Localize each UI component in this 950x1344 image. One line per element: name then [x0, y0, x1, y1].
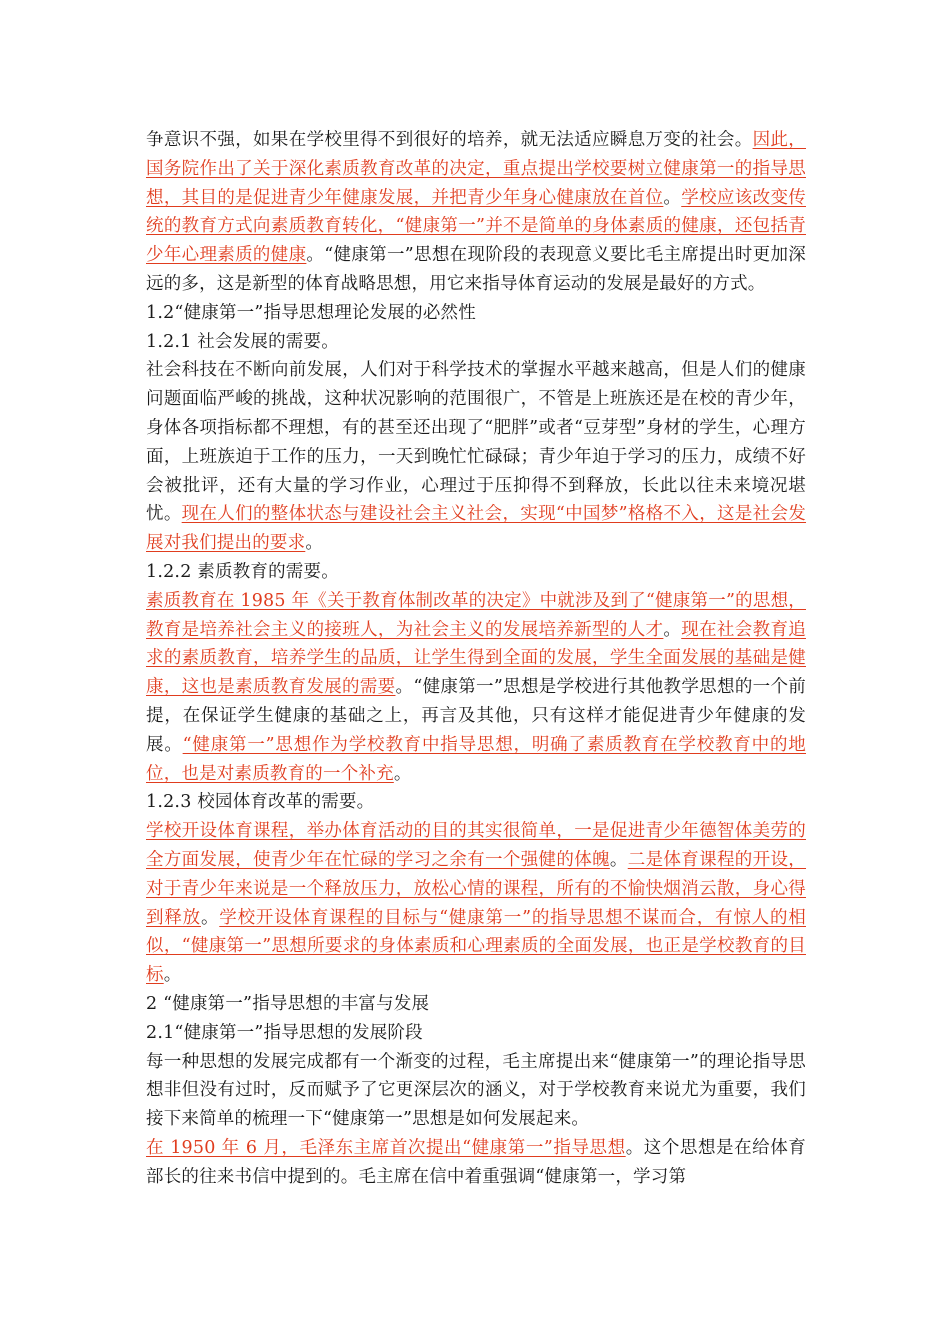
text-segment: 。 — [609, 849, 628, 870]
text-segment: 。 — [663, 619, 682, 640]
highlighted-text: 因此，国务院作出了关于深化素质教育改革的决定，重点提出学校要树立健康第一的指导思想，其目的是促进青少年健康发展，并把青少年身心健康放在首位 — [146, 130, 806, 208]
text-segment: 1.2.1 社会发展的需要。 — [146, 331, 339, 352]
highlighted-text: 现在社会教育追求的素质教育，培养学生的品质，让学生得到全面的发展，学生全面发展的基础是健康，这也是素质教育发展的需要 — [146, 619, 806, 698]
text-segment: 。 — [163, 965, 182, 986]
body-paragraph — [146, 817, 806, 990]
body-paragraph — [146, 126, 806, 299]
text-segment: 社会科技在不断向前发展，人们对于科学技术的掌握水平越来越高，但是人们的健康问题面临严峻的挑战，这种状况影响的范围很广，不管是上班族还是在校的青少年，身体各项指标都不理想，有的甚至还出现了“肥胖”或者“豆芽型”身材的学生，心理方面，上班族迫于工作的压力，一天到晚忙忙碌碌；青少年迫于学习的压力，成绩不好会被批评，还有大量的学习作业，心理过于压抑得不到释放，长此以往未来境况堪忧。 — [146, 360, 806, 525]
highlighted-text: 学校应该改变传统的教育方式向素质教育转化，“健康第一”并不是简单的身体素质的健康，还包括青少年心理素质的健康 — [146, 187, 806, 266]
section-heading — [146, 1019, 806, 1048]
text-segment: 2 “健康第一”指导思想的丰富与发展 — [146, 993, 430, 1014]
text-segment: 。 — [200, 907, 220, 928]
section-heading — [146, 788, 806, 817]
highlighted-text: 学校开设体育课程的目标与“健康第一”的指导思想不谋而合，有惊人的相似，“健康第一”思想所要求的身体素质和心理素质的全面发展，也正是学校教育的目标 — [146, 907, 806, 986]
body-paragraph — [146, 587, 806, 789]
highlighted-text: 在 1950 年 6 月，毛泽东主席首次提出“健康第一”指导思想 — [146, 1137, 626, 1158]
text-segment: 。 — [305, 533, 324, 554]
section-heading — [146, 990, 806, 1019]
section-heading — [146, 299, 806, 328]
text-segment: 。 — [393, 763, 412, 784]
body-paragraph — [146, 356, 806, 558]
text-segment: 。“健康第一”思想是学校进行其他教学思想的一个前提，在保证学生健康的基础之上，再言及其他，只有这样才能促进青少年健康的发展。 — [146, 677, 806, 755]
text-segment: 。这个思想是在给体育部长的往来书信中提到的。毛主席在信中着重强调“健康第一，学习第 — [146, 1137, 807, 1187]
body-paragraph — [146, 1048, 806, 1134]
highlighted-text: “健康第一”思想作为学校教育中指导思想，明确了素质教育在学校教育中的地位，也是对素质教育的一个补充 — [146, 734, 807, 784]
text-segment: 2.1“健康第一”指导思想的发展阶段 — [146, 1022, 423, 1043]
text-segment: 1.2.2 素质教育的需要。 — [146, 561, 339, 582]
text-segment: 每一种思想的发展完成都有一个渐变的过程，毛主席提出来“健康第一”的理论指导思想非但没有过时，反而赋予了它更深层次的涵义，对于学校教育来说尤为重要，我们接下来简单的梳理一下“健康第一”思想是如何发展起来。 — [146, 1051, 806, 1130]
highlighted-text: 学校开设体育课程，举办体育活动的目的其实很简单，一是促进青少年德智体美劳的全方面发展，使青少年在忙碌的学习之余有一个强健的体魄 — [146, 821, 806, 870]
text-segment: 1.2.3 校园体育改革的需要。 — [146, 792, 375, 813]
text-segment: 。 — [663, 187, 682, 208]
section-heading — [146, 558, 806, 587]
text-segment: 争意识不强，如果在学校里得不到很好的培养，就无法适应瞬息万变的社会。 — [146, 130, 753, 150]
document-body — [146, 126, 806, 1191]
text-segment: 。“健康第一”思想在现阶段的表现意义要比毛主席提出时更加深远的多，这是新型的体育战略思想，用它来指导体育运动的发展是最好的方式。 — [146, 245, 806, 294]
body-paragraph — [146, 1134, 806, 1192]
highlighted-text: 现在人们的整体状态与建设社会主义社会，实现“中国梦”格格不入，这是社会发展对我们提出的要求 — [146, 504, 807, 554]
highlighted-text: 二是体育课程的开设，对于青少年来说是一个释放压力，放松心情的课程，所有的不愉快烟消云散，身心得到释放 — [146, 849, 807, 928]
section-heading — [146, 328, 806, 357]
text-segment: 1.2“健康第一”指导思想理论发展的必然性 — [146, 302, 476, 323]
highlighted-text: 素质教育在 1985 年《关于教育体制改革的决定》中就涉及到了“健康第一”的思想，教育是培养社会主义的接班人，为社会主义的发展培养新型的人才 — [146, 590, 806, 640]
